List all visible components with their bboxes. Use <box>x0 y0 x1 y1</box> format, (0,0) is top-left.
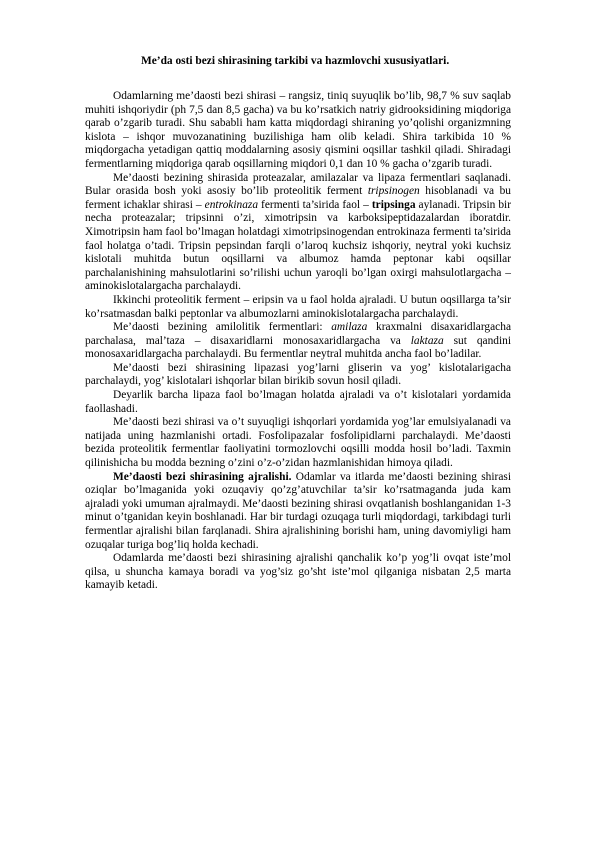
document-page <box>85 54 511 593</box>
paragraph <box>85 416 511 470</box>
paragraph <box>85 389 511 416</box>
paragraph <box>85 362 511 389</box>
paragraph-text: Me’daosti bezi shirasining lipazasi yog’larni gliserin va yog’ kislotalarigacha parchalaydi, yog’ kislotalari ishqorlar bilan birikib sovun hosil qiladi. <box>85 361 511 388</box>
paragraph <box>85 172 511 294</box>
paragraph-text: Odamlarda me’daosti bezi shirasining ajralishi qanchalik ko’p yog’li ovqat iste’mol qilsa, u shuncha kamaya boradi va yog’siz go’sht iste’mol qilganiga nisbatan 2,5 marta kamayib ketadi. <box>85 552 511 592</box>
document-body <box>85 90 511 593</box>
paragraph-text: kraxmalni disaxaridlargacha parchalasa, mal’taza – disaxaridlarni monosaxaridlargacha va <box>85 321 511 347</box>
paragraph <box>85 90 511 172</box>
paragraph-text: Me’daosti bezining amilolitik fermentlari: <box>113 321 332 334</box>
italic-term: amilaza <box>331 321 368 334</box>
paragraph-text: Me’daosti bezining shirasida proteazalar, amilazalar va lipaza fermentlari saqlanadi. Bular orasida bosh yoki asosiy bo’lib proteolitik ferment <box>85 171 511 198</box>
paragraph-text: aylanadi. Tripsin bir necha proteazalar; tripsinni o’zi, ximotripsin va karboksipeptidazalardan iboratdir. Ximotripsin ham faol bo’lmagan holatdagi ximotripsinogendan entrokinaza fermenti ta’sirida faol holatga o’tadi. Tripsin pepsindan farqli o’laroq kuchsiz ishqoriy, neytral yoki kuchsiz kislotali muhitda butun oqsillarni va albumoz hamda peptonar kabi oqsillar parchalanishining mahsulotlarini so’rilishi uchun yaroqli bo’lgan oxirgi mahsulotlargacha – aminokislotalargacha parchalaydi. <box>85 198 511 293</box>
italic-term: tripsinogen <box>367 185 420 198</box>
italic-term: laktaza <box>410 334 444 347</box>
paragraph-text: hisoblanadi va bu ferment ichaklar shirasi – <box>85 185 512 211</box>
bold-text: Me’daosti bezi shirasining ajralishi. <box>113 470 292 483</box>
paragraph <box>85 321 511 362</box>
paragraph-text: Deyarlik barcha lipaza faol bo’lmagan holatda ajraladi va o’t kislotalari yordamida faollashadi. <box>85 389 511 415</box>
paragraph <box>85 471 511 553</box>
paragraph-text: fermenti ta’sirida faol – <box>258 198 372 211</box>
paragraph <box>85 294 511 321</box>
document-title: Me’da osti bezi shirasining tarkibi va hazmlovchi xususiyatlari. <box>141 55 450 67</box>
bold-text: tripsinga <box>371 198 416 211</box>
italic-term: entrokinaza <box>204 198 259 211</box>
paragraph-text: Ikkinchi proteolitik ferment – eripsin va u faol holda ajraladi. U butun oqsillarga ta’sir ko’rsatmasdan balki peptonlar va albumozlarni aminokislotalargacha parchalaydi. <box>85 293 511 320</box>
paragraph-text: Odamlar va itlarda me’daosti bezining shirasi oziqlar bo’lmaganida yoki ozuqaviy qo’zg’atuvchilar ta’sir ko’rsatmaganda juda kam ajraladi yoki umuman ajralmaydi. Me’daosti bezining shirasi ovqatlanish boshlanganidan 1-3 minut o’tganidan keyin boshlanadi. Har bir turdagi ozuqaga turli miqdordagi, tarkibdagi turli fermentlar ajralishi bilan farqlanadi. Shira ajralishining borishi ham, uning davomiyligi ham ozuqalar turiga bog’liq holda kechadi. <box>85 470 511 551</box>
paragraph-text: Odamlarning me’daosti bezi shirasi – rangsiz, tiniq suyuqlik bo’lib, 98,7 % suv saqlab muhiti ishqoriydir (ph 7,5 dan 8,5 gacha) va bu ko’rsatkich natriy gidrooksidining miqdoriga qarab o’zgarib turadi. Shu sababli ham katta miqdordagi shiraning yo’qolishi organizmning kislota – ishqor muvozanatining buzilishiga ham olib keladi. Shira tarkibida 10 % miqdorgacha yetadigan qattiq moddalarning asosiy qismini oqsillar tashkil qiladi. Shiradagi fermentlarning miqdoriga qarab oqsillarning miqdori 0,1 dan 10 % gacha o’zgarib turadi. <box>85 90 511 170</box>
paragraph <box>85 552 511 593</box>
paragraph-text: Me’daosti bezi shirasi va o’t suyuqligi ishqorlari yordamida yog’lar emulsiyalanadi va natijada uning hazmlanishi ortadi. Fosfolipazalar fosfolipidlarni parchalaydi. Me’daosti bezida proteolitik fermentlar faoliyatini tormozlovchi oqsilli modda hosil bo’ladi. Taxmin qilinishicha bu modda bezning o’zini o’z-o’zidan hazmlanishidan himoya qiladi. <box>85 416 511 470</box>
paragraph-text: sut qandini monosaxaridlargacha parchalaydi. Bu fermentlar neytral muhitda ancha faol bo’ladilar. <box>85 334 511 361</box>
